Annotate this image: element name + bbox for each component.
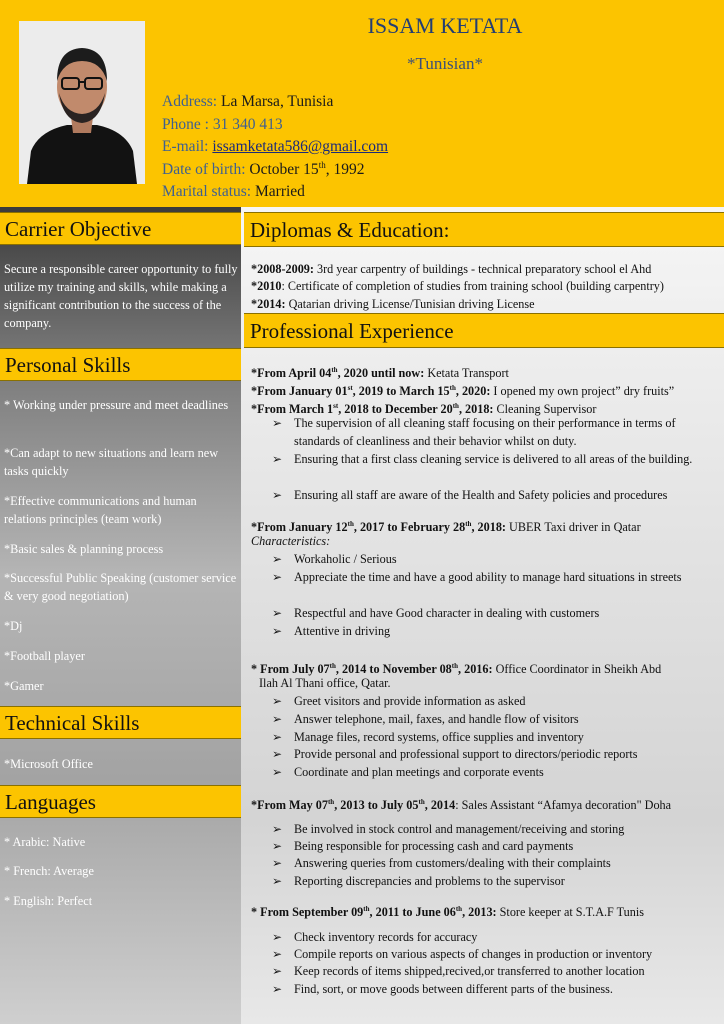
- list-item: [272, 569, 717, 587]
- arrow-bullet-icon: ➢: [272, 730, 283, 744]
- header-banner: [0, 0, 724, 207]
- skill-item: *Football player: [4, 649, 85, 663]
- address-label: Address:: [162, 93, 221, 110]
- arrow-bullet-icon: ➢: [272, 712, 283, 726]
- job-title: Store keeper at S.T.A.F Tunis: [496, 905, 644, 920]
- phone-label: Phone :: [162, 116, 213, 133]
- education-item: [251, 278, 664, 295]
- bullet-text: Answering queries from customers/dealing with their complaints: [294, 856, 611, 870]
- language-item: * French: Average: [4, 864, 94, 878]
- list-item: [272, 855, 717, 873]
- phone-line: [162, 116, 283, 134]
- skill-item: *Effective communications and human relations principles (team work): [4, 494, 197, 526]
- arrow-bullet-icon: ➢: [272, 452, 283, 466]
- bullet-text: Be involved in stock control and management/receiving and storing: [294, 822, 625, 836]
- experience-heading: Professional Experience: [244, 313, 724, 348]
- list-item: [272, 605, 717, 623]
- job-title: I opened my own project” dry fruits”: [490, 384, 675, 399]
- list-item: [272, 551, 717, 569]
- arrow-bullet-icon: ➢: [272, 822, 283, 836]
- skill-item: *Basic sales & planning process: [4, 542, 164, 556]
- education-text: 3rd year carpentry of buildings - technical preparatory school el Ahd: [313, 262, 652, 276]
- education-date: *2010: [251, 279, 282, 293]
- candidate-name: ISSAM KETATA: [367, 13, 523, 38]
- arrow-bullet-icon: ➢: [272, 570, 283, 584]
- bullet-text: Coordinate and plan meetings and corporate events: [294, 765, 544, 779]
- dob-value: [249, 161, 364, 178]
- bullet-text: Provide personal and professional support to directors/periodic reports: [294, 747, 638, 761]
- arrow-bullet-icon: ➢: [272, 606, 283, 620]
- marital-line: [162, 183, 305, 201]
- job-title-continued: Ilah Al Thani office, Qatar.: [259, 676, 391, 690]
- skill-item: * Working under pressure and meet deadlines: [4, 398, 229, 412]
- arrow-bullet-icon: ➢: [272, 416, 283, 430]
- arrow-bullet-icon: ➢: [272, 765, 283, 779]
- language-item: * Arabic: Native: [4, 835, 86, 849]
- education-date: *2014:: [251, 297, 286, 311]
- job-entry: [251, 794, 671, 814]
- dob-sup: th: [318, 160, 326, 170]
- phone-value: 31 340 413: [212, 116, 283, 133]
- technical-skills-heading: Technical Skills: [0, 706, 241, 739]
- arrow-bullet-icon: ➢: [272, 947, 283, 961]
- personal-skills-heading: Personal Skills: [0, 348, 241, 381]
- list-item: [272, 929, 717, 947]
- skill-item: *Dj: [4, 619, 23, 633]
- arrow-bullet-icon: ➢: [272, 964, 283, 978]
- job-title: Ketata Transport: [424, 366, 509, 381]
- list-item: [272, 981, 717, 999]
- arrow-bullet-icon: ➢: [272, 624, 283, 638]
- email-label: E-mail:: [162, 138, 213, 155]
- list-item: [272, 963, 717, 981]
- skill-item: *Gamer: [4, 679, 44, 693]
- arrow-bullet-icon: ➢: [272, 747, 283, 761]
- list-item: [272, 451, 717, 469]
- bullet-text: Reporting discrepancies and problems to the supervisor: [294, 874, 565, 888]
- bullet-text: Respectful and have Good character in dealing with customers: [294, 606, 600, 620]
- job-dates: *From April 04th, 2020 until now:: [251, 366, 425, 381]
- list-item: [272, 415, 717, 450]
- arrow-bullet-icon: ➢: [272, 488, 283, 502]
- bullet-text: Find, sort, or move goods between different parts of the business.: [294, 982, 613, 996]
- address-value: La Marsa, Tunisia: [220, 93, 334, 110]
- arrow-bullet-icon: ➢: [272, 839, 283, 853]
- marital-label: Marital status:: [162, 183, 255, 200]
- bullet-text: Appreciate the time and have a good ability to manage hard situations in streets: [294, 570, 682, 584]
- characteristics-label: Characteristics:: [251, 534, 331, 548]
- job-dates: * From July 07th, 2014 to November 08th, 2016:: [251, 662, 493, 677]
- bullet-text: Being responsible for processing cash and card payments: [294, 839, 574, 853]
- objective-text: Secure a responsible career opportunity to fully utilize my training and skills, while making a significant contribution to the success of the company.: [4, 262, 238, 330]
- bullet-text: Check inventory records for accuracy: [294, 930, 478, 944]
- nationality: *Tunisian*: [407, 54, 483, 73]
- education-date: *2008-2009:: [251, 262, 314, 276]
- languages-heading: Languages: [0, 785, 241, 818]
- arrow-bullet-icon: ➢: [272, 930, 283, 944]
- bullet-text: Greet visitors and provide information as asked: [294, 694, 526, 708]
- objective-heading: Carrier Objective: [0, 212, 241, 245]
- job-entry: [251, 901, 644, 921]
- bullet-text: Answer telephone, mail, faxes, and handle flow of visitors: [294, 712, 579, 726]
- job-dates: *From March 1st, 2018 to December 20th, 2018:: [251, 402, 494, 417]
- list-item: [272, 487, 717, 505]
- dob-line: [162, 160, 364, 179]
- job-dates: *From May 07th, 2013 to July 05th, 2014: [251, 798, 456, 813]
- list-item: [272, 746, 717, 764]
- arrow-bullet-icon: ➢: [272, 982, 283, 996]
- list-item: [272, 873, 717, 891]
- technical-item: *Microsoft Office: [4, 757, 93, 771]
- arrow-bullet-icon: ➢: [272, 874, 283, 888]
- bullet-text: The supervision of all cleaning staff focusing on their performance in terms of standards of cleanliness and their behavior whilst on duty.: [294, 416, 676, 448]
- job-title: Cleaning Supervisor: [493, 402, 597, 417]
- list-item: [272, 764, 717, 782]
- job-dates: *From January 01st, 2019 to March 15th, 2020:: [251, 384, 491, 399]
- arrow-bullet-icon: ➢: [272, 552, 283, 566]
- bullet-text: Compile reports on various aspects of changes in production or inventory: [294, 947, 653, 961]
- list-item: [272, 693, 717, 711]
- language-item: * English: Perfect: [4, 894, 93, 908]
- email-line: [162, 138, 388, 156]
- list-item: [272, 711, 717, 729]
- skill-item: *Successful Public Speaking (customer service & very good negotiation): [4, 571, 237, 603]
- bullet-text: Keep records of items shipped,recived,or transferred to another location: [294, 964, 645, 978]
- dob-label: Date of birth:: [162, 161, 250, 179]
- skill-item: *Can adapt to new situations and learn new tasks quickly: [4, 446, 219, 478]
- bullet-text: Ensuring all staff are aware of the Health and Safety policies and procedures: [294, 488, 668, 502]
- profile-photo: [19, 21, 145, 184]
- bullet-text: Attentive in driving: [294, 624, 391, 638]
- arrow-bullet-icon: ➢: [272, 694, 283, 708]
- job-dates: *From January 12th, 2017 to February 28th, 2018:: [251, 520, 506, 535]
- bullet-text: Ensuring that a first class cleaning service is delivered to all areas of the building.: [294, 452, 693, 466]
- education-text: : Certificate of completion of studies from training school (building carpentry): [281, 279, 664, 293]
- job-title: : Sales Assistant “Afamya decoration" Doha: [455, 798, 672, 813]
- email-link[interactable]: issamketata586@gmail.com: [212, 138, 389, 155]
- list-item: [272, 946, 717, 964]
- education-text: Qatarian driving License/Tunisian driving License: [285, 297, 535, 311]
- education-heading: Diplomas & Education:: [244, 212, 724, 247]
- list-item: [272, 838, 717, 856]
- job-title: Office Coordinator in Sheikh Abd: [492, 662, 662, 677]
- bullet-text: Workaholic / Serious: [294, 552, 397, 566]
- education-item: [251, 261, 651, 278]
- job-title: UBER Taxi driver in Qatar: [505, 520, 641, 535]
- job-dates: * From September 09th, 2011 to June 06th, 2013:: [251, 905, 497, 920]
- dob-year: , 1992: [325, 161, 365, 179]
- bullet-text: Manage files, record systems, office supplies and inventory: [294, 730, 584, 744]
- marital-value: Married: [255, 183, 305, 200]
- education-item: [251, 296, 535, 313]
- dob-date: October 15: [249, 161, 319, 179]
- list-item: [272, 729, 717, 747]
- arrow-bullet-icon: ➢: [272, 856, 283, 870]
- list-item: [272, 821, 717, 839]
- address-line: [162, 93, 333, 111]
- list-item: [272, 623, 717, 641]
- person-portrait-icon: [19, 21, 145, 184]
